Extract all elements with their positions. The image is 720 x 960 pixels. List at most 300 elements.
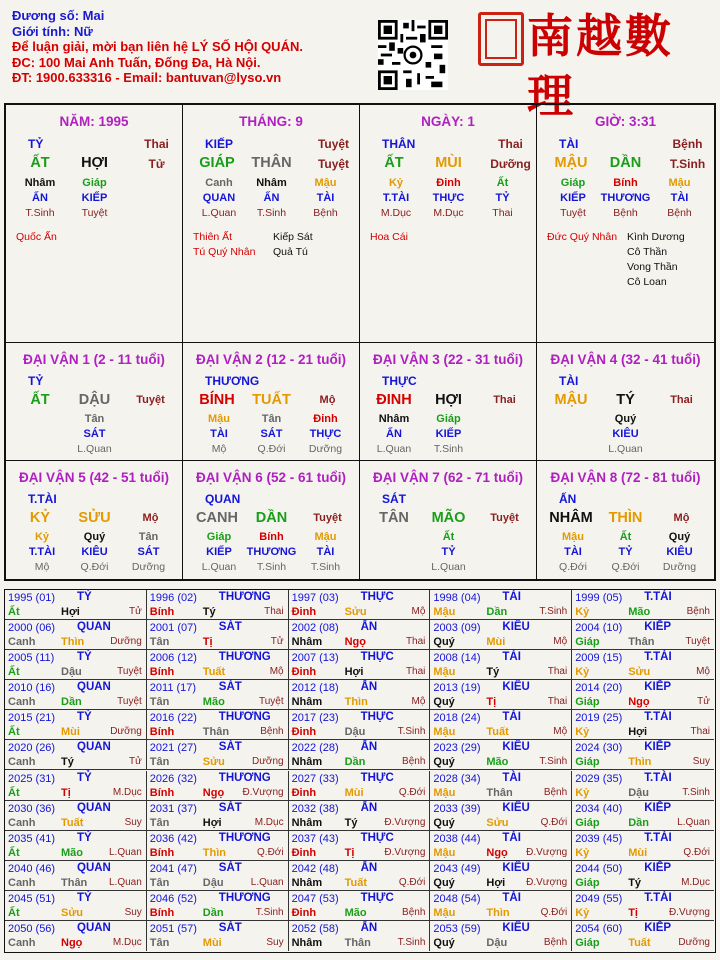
hidden-ten-god: KIẾP	[560, 192, 586, 204]
year-label: 2052 (58)	[291, 922, 339, 935]
luck-ten-god: QUAN	[205, 492, 241, 506]
year-stem: Đinh	[291, 666, 317, 679]
shensha-item: Cô Thần	[627, 246, 668, 258]
year-label: 2050 (56)	[8, 922, 56, 935]
hidden-stage: Bệnh	[313, 207, 338, 219]
hidden-stage: Dưỡng	[308, 443, 343, 455]
year-stage: L.Quan	[108, 876, 142, 888]
year-label: 2024 (30)	[575, 742, 623, 755]
hidden-stage: Tuyệt	[81, 207, 108, 219]
hidden-stem: Đinh	[436, 177, 461, 189]
luck-ten-god: T.TÀI	[28, 492, 57, 506]
year-ten-god: KIÊU	[502, 801, 530, 814]
hidden-stage: Mộ	[211, 443, 227, 455]
hidden-stem: Mậu	[668, 177, 691, 189]
hidden-stem: Quý	[614, 413, 637, 425]
year-label: 2028 (34)	[433, 772, 481, 785]
luck-title: ĐẠI VẬN 8 (72 - 81 tuổi)	[550, 470, 701, 485]
luck-title: ĐẠI VẬN 6 (52 - 61 tuổi)	[195, 470, 347, 485]
year-ten-god: THỰC	[360, 831, 394, 844]
year-label: 2047 (53)	[291, 892, 339, 905]
year-label: 2002 (08)	[291, 622, 339, 635]
luck-pillar-cell	[360, 461, 537, 579]
year-stage: Đ.Vượng	[668, 906, 710, 918]
year-branch: Thân	[486, 786, 513, 799]
year-branch: Sửu	[486, 816, 509, 829]
pillar-title: NĂM: 1995	[59, 114, 129, 129]
year-branch: Sửu	[344, 606, 367, 618]
luck-pillar-cell	[537, 343, 714, 461]
heavenly-stem: KỶ	[29, 510, 51, 526]
year-stem: Nhâm	[291, 756, 323, 769]
year-branch: Tuất	[202, 666, 226, 679]
hidden-ten-god: THƯƠNG	[600, 192, 651, 204]
year-stage: Tuyệt	[117, 696, 142, 708]
year-ten-god: T.TÀI	[644, 711, 672, 724]
year-ten-god: ẤN	[360, 741, 378, 754]
annual-luck-cell	[572, 740, 714, 770]
shensha-item: Quốc Ấn	[16, 231, 57, 243]
hidden-stem: Ất	[496, 177, 509, 189]
year-stem: Ất	[8, 726, 20, 739]
year-label: 2010 (16)	[8, 682, 56, 695]
year-branch: Hợi	[628, 726, 648, 739]
year-label: 2005 (11)	[8, 652, 55, 665]
year-stage: Mộ	[553, 636, 568, 648]
year-ten-god: TÀI	[502, 891, 521, 904]
year-stem: Tân	[149, 696, 170, 709]
annual-luck-cell	[5, 680, 147, 710]
year-branch: Dần	[628, 816, 649, 829]
year-ten-god: TÀI	[502, 591, 521, 603]
hidden-stem: Kỷ	[34, 531, 50, 543]
year-branch: Tị	[486, 696, 497, 709]
four-pillars-chart	[4, 103, 716, 581]
year-stem: Ất	[8, 786, 20, 799]
year-stage: Tử	[128, 606, 142, 617]
hidden-stage: L.Quan	[431, 561, 466, 573]
year-stem: Mậu	[433, 726, 456, 739]
year-stage: M.Dục	[112, 786, 142, 798]
year-branch: Dậu	[486, 936, 508, 949]
hidden-stem: Nhâm	[24, 177, 56, 189]
year-label: 2007 (13)	[291, 652, 339, 665]
hidden-stage: M.Dục	[433, 207, 464, 219]
annual-luck-cell	[5, 861, 147, 891]
hidden-ten-god: THƯƠNG	[246, 546, 297, 558]
hidden-stage: Dưỡng	[662, 561, 697, 573]
year-ten-god: TÀI	[502, 711, 521, 724]
hidden-ten-god: TÀI	[316, 546, 335, 558]
year-stage: Q.Đới	[683, 846, 710, 858]
luck-pillar-cell	[183, 461, 360, 579]
year-stem: Ất	[8, 906, 20, 919]
pillar-title: NGÀY: 1	[421, 114, 475, 129]
year-stem: Kỷ	[575, 906, 590, 919]
hidden-ten-god: TÀI	[316, 192, 335, 204]
year-branch: Dần	[61, 696, 82, 709]
hidden-stage: Bệnh	[667, 207, 692, 219]
year-stem: Mậu	[433, 786, 456, 799]
year-label: 2037 (43)	[291, 832, 339, 845]
year-label: 2019 (25)	[575, 712, 623, 725]
year-branch: Tuất	[486, 726, 509, 739]
year-stem: Kỷ	[575, 846, 590, 859]
annual-luck-cell	[5, 620, 147, 650]
earthly-branch: MÃO	[431, 510, 466, 526]
annual-luck-table	[4, 589, 716, 953]
year-branch: Tị	[61, 786, 71, 799]
earthly-branch: TUẤT	[252, 392, 291, 408]
growth-stage: Tuyệt	[136, 394, 165, 406]
growth-stage: Dưỡng	[490, 157, 531, 171]
year-label: 2009 (15)	[575, 652, 623, 665]
year-stem: Nhâm	[291, 816, 323, 829]
annual-luck-cell	[5, 740, 147, 770]
year-stage: Q.Đới	[398, 786, 426, 798]
hidden-ten-god: KIÊU	[612, 428, 639, 440]
pillar-cell	[537, 105, 714, 343]
year-label: 2029 (35)	[575, 772, 623, 785]
year-branch: Thìn	[61, 636, 85, 649]
luck-title: ĐẠI VẬN 1 (2 - 11 tuổi)	[23, 352, 165, 367]
year-stem: Đinh	[291, 906, 317, 919]
year-stage: Đ.Vượng	[526, 876, 568, 888]
annual-luck-cell	[430, 891, 572, 921]
year-label: 2054 (60)	[575, 922, 623, 935]
year-ten-god: T.TÀI	[644, 891, 672, 904]
year-branch: Dậu	[61, 666, 82, 679]
hidden-ten-god: KIÊU	[81, 546, 108, 558]
year-stem: Kỷ	[575, 726, 590, 739]
annual-luck-cell	[5, 921, 147, 951]
year-branch: Mùi	[628, 846, 648, 859]
hidden-stem: Bính	[259, 531, 284, 543]
year-label: 2048 (54)	[433, 892, 481, 905]
year-stem: Quý	[433, 636, 455, 649]
pillar-star: Thai	[498, 137, 523, 151]
year-ten-god: THƯƠNG	[218, 651, 271, 664]
luck-ten-god: SÁT	[382, 492, 406, 506]
annual-luck-cell	[289, 650, 431, 680]
pillar-cell	[183, 105, 360, 343]
contact-line-1: Để luận giải, mời bạn liên hệ LÝ SỐ HỘI QUÁN.	[12, 39, 303, 54]
hidden-stage: Q.Đới	[257, 443, 286, 455]
year-stage: Suy	[124, 816, 142, 828]
year-stem: Giáp	[575, 696, 600, 709]
year-label: 2022 (28)	[291, 742, 339, 755]
hidden-stem: Mậu	[314, 531, 337, 543]
annual-luck-cell	[572, 861, 714, 891]
luck-title: ĐẠI VẬN 4 (32 - 41 tuổi)	[550, 352, 701, 367]
year-branch: Mão	[202, 696, 225, 709]
year-stem: Quý	[433, 816, 455, 829]
year-stage: Đ.Vượng	[384, 816, 426, 828]
annual-luck-cell	[430, 771, 572, 801]
shensha-item: Quả Tú	[273, 246, 308, 258]
annual-luck-cell	[572, 590, 714, 620]
luck-pillar-cell	[6, 343, 183, 461]
hidden-stem: Tân	[84, 413, 105, 425]
year-stem: Kỷ	[575, 666, 590, 679]
year-label: 2051 (57)	[149, 922, 197, 935]
year-branch: Mùi	[486, 636, 506, 649]
hidden-ten-god: THỰC	[432, 192, 465, 204]
year-branch: Sửu	[202, 756, 225, 769]
annual-luck-cell	[289, 771, 431, 801]
hidden-ten-god: TỶ	[441, 546, 456, 558]
year-label: 2001 (07)	[149, 622, 197, 635]
year-branch: Mão	[628, 606, 651, 618]
hidden-stem: Tân	[138, 531, 159, 543]
growth-stage: Thai	[493, 394, 516, 406]
pillar-ten-god: TÀI	[559, 137, 579, 151]
year-label: 2003 (09)	[433, 622, 481, 635]
year-stage: Thai	[264, 606, 284, 617]
year-stem: Tân	[149, 936, 170, 949]
luck-ten-god: TÀI	[559, 374, 579, 388]
year-ten-god: THƯƠNG	[218, 711, 271, 724]
year-stem: Nhâm	[291, 696, 323, 709]
year-stem: Giáp	[575, 816, 600, 829]
growth-stage: Tuyệt	[317, 157, 350, 171]
year-stem: Kỷ	[575, 606, 590, 618]
pillar-ten-god: TỶ	[28, 137, 44, 151]
year-stage: Q.Đới	[398, 876, 426, 888]
annual-luck-cell	[147, 650, 289, 680]
year-ten-god: KIẾP	[644, 741, 672, 754]
annual-luck-cell	[572, 680, 714, 710]
year-label: 2026 (32)	[149, 772, 197, 785]
annual-luck-cell	[430, 710, 572, 740]
year-stage: Suy	[692, 756, 710, 768]
annual-luck-cell	[430, 650, 572, 680]
hidden-stem: Kỷ	[388, 177, 404, 189]
year-ten-god: THƯƠNG	[218, 891, 271, 904]
annual-luck-cell	[147, 590, 289, 620]
year-branch: Ngọ	[344, 636, 366, 649]
hidden-stem: Đinh	[313, 413, 338, 425]
annual-luck-cell	[5, 650, 147, 680]
year-ten-god: QUAN	[77, 861, 111, 874]
hidden-stage: L.Quan	[376, 443, 412, 455]
annual-luck-cell	[5, 771, 147, 801]
year-branch: Tý	[628, 876, 642, 889]
year-ten-god: TỶ	[77, 591, 92, 603]
year-ten-god: ẤN	[360, 861, 378, 874]
year-label: 2027 (33)	[291, 772, 339, 785]
pillar-ten-god: THÂN	[382, 137, 416, 151]
luck-title: ĐẠI VẬN 2 (12 - 21 tuổi)	[195, 352, 347, 367]
hidden-stage: Q.Đới	[559, 561, 587, 573]
hidden-stem: Quý	[668, 531, 691, 543]
hidden-stem: Mậu	[208, 413, 230, 425]
earthly-branch: HỢI	[81, 155, 108, 171]
year-ten-god: ẤN	[360, 621, 378, 634]
earthly-branch: HỢI	[435, 392, 462, 408]
annual-luck-cell	[430, 620, 572, 650]
year-branch: Hợi	[344, 666, 364, 679]
heavenly-stem: ẤT	[384, 155, 404, 171]
luck-ten-god: THƯƠNG	[205, 374, 260, 388]
luck-ten-god: ẤN	[559, 492, 577, 506]
heavenly-stem: BÍNH	[199, 392, 235, 408]
year-label: 2041 (47)	[149, 862, 197, 875]
annual-luck-cell	[147, 680, 289, 710]
year-stem: Đinh	[291, 786, 317, 799]
year-ten-god: TỶ	[77, 711, 92, 724]
year-stage: Mộ	[411, 696, 426, 708]
growth-stage: Mộ	[319, 394, 336, 406]
year-ten-god: KIẾP	[644, 921, 672, 934]
luck-ten-god: TỶ	[28, 374, 44, 388]
year-stage: Đ.Vượng	[384, 846, 426, 858]
year-stem: Tân	[149, 816, 170, 829]
year-branch: Dần	[486, 606, 508, 618]
year-stem: Quý	[433, 936, 455, 949]
year-stage: Bệnh	[402, 756, 426, 768]
year-stem: Bính	[149, 846, 175, 859]
hidden-stage: L.Quan	[201, 207, 237, 219]
year-label: 2008 (14)	[433, 652, 481, 665]
luck-title: ĐẠI VẬN 7 (62 - 71 tuổi)	[372, 470, 524, 485]
year-label: 2035 (41)	[8, 832, 56, 845]
annual-luck-cell	[147, 740, 289, 770]
year-ten-god: SÁT	[218, 921, 242, 934]
year-stem: Ất	[8, 606, 20, 618]
year-stem: Bính	[149, 606, 175, 618]
heavenly-stem: ĐINH	[376, 392, 412, 408]
year-ten-god: TỶ	[77, 651, 92, 664]
year-label: 1996 (02)	[149, 592, 197, 604]
growth-stage: Thai	[670, 394, 693, 406]
year-stage: Bệnh	[686, 606, 710, 617]
year-stage: Thai	[547, 666, 568, 678]
year-stage: Dưỡng	[678, 936, 710, 948]
annual-luck-cell	[572, 921, 714, 951]
year-stage: T.Sinh	[397, 726, 426, 738]
year-stem: Mậu	[433, 906, 456, 919]
year-stem: Canh	[8, 816, 36, 829]
annual-luck-cell	[289, 831, 431, 861]
shensha-item: Đức Quý Nhân	[547, 231, 618, 243]
heavenly-stem: ẤT	[30, 155, 50, 171]
year-ten-god: QUAN	[77, 681, 111, 694]
year-branch: Dần	[344, 756, 366, 769]
year-label: 2032 (38)	[291, 802, 339, 815]
year-ten-god: TÀI	[502, 831, 521, 844]
annual-luck-cell	[5, 710, 147, 740]
year-stem: Canh	[8, 876, 36, 889]
heavenly-stem: NHÂM	[549, 510, 593, 526]
year-stage: T.Sinh	[255, 906, 284, 918]
earthly-branch: DẦN	[609, 155, 642, 171]
year-ten-god: SÁT	[218, 801, 242, 814]
year-label: 1999 (05)	[575, 592, 623, 604]
hidden-stage: Thai	[492, 207, 513, 219]
hidden-stage: T.Sinh	[433, 443, 464, 455]
year-stage: Đ.Vượng	[242, 786, 284, 798]
year-label: 2038 (44)	[433, 832, 481, 845]
year-label: 2016 (22)	[149, 712, 197, 725]
year-ten-god: SÁT	[218, 621, 242, 634]
year-ten-god: T.TÀI	[644, 591, 672, 603]
year-stage: Suy	[124, 906, 142, 918]
year-ten-god: TỶ	[77, 891, 92, 904]
annual-luck-cell	[289, 861, 431, 891]
year-branch: Mùi	[61, 726, 80, 739]
year-stage: M.Dục	[681, 876, 710, 888]
growth-stage: Tuyệt	[313, 512, 342, 524]
year-label: 1998 (04)	[433, 592, 481, 604]
year-stem: Nhâm	[291, 936, 323, 949]
hidden-ten-god: T.TÀI	[28, 546, 56, 558]
year-ten-god: SÁT	[218, 861, 242, 874]
year-ten-god: KIẾP	[644, 681, 672, 694]
year-label: 1995 (01)	[8, 592, 56, 604]
hidden-stage: T.Sinh	[310, 561, 341, 573]
year-ten-god: SÁT	[218, 681, 242, 694]
year-stage: Dưỡng	[251, 756, 284, 768]
year-branch: Ngọ	[202, 786, 225, 799]
year-ten-god: SÁT	[218, 741, 242, 754]
shensha-item: Vong Thần	[627, 261, 678, 273]
hidden-stage: T.Sinh	[256, 561, 287, 573]
year-stem: Mậu	[433, 666, 456, 679]
hidden-stage: T.Sinh	[256, 207, 287, 219]
hidden-stem: Mậu	[314, 177, 337, 189]
hidden-ten-god: KIẾP	[206, 546, 232, 558]
annual-luck-cell	[572, 831, 714, 861]
year-ten-god: THỰC	[360, 591, 394, 603]
year-ten-god: KIẾP	[644, 801, 672, 814]
year-ten-god: KIẾP	[644, 861, 672, 874]
pillar-star: Thai	[144, 137, 169, 151]
shensha-item: Kình Dương	[627, 231, 685, 243]
annual-luck-cell	[147, 620, 289, 650]
year-stem: Canh	[8, 696, 36, 709]
year-branch: Tuất	[628, 936, 651, 949]
shensha-item: Cô Loan	[627, 276, 667, 288]
hidden-ten-god: KIẾP	[435, 428, 462, 440]
hidden-stage: Q.Đới	[611, 561, 640, 573]
earthly-branch: THÌN	[608, 510, 643, 526]
year-branch: Mão	[486, 756, 509, 769]
luck-title: ĐẠI VẬN 5 (42 - 51 tuổi)	[18, 470, 170, 485]
hidden-stem: Ất	[442, 531, 455, 543]
hidden-stage: L.Quan	[608, 443, 643, 455]
year-branch: Thìn	[628, 756, 652, 769]
year-branch: Tị	[628, 906, 638, 919]
earthly-branch: DẦN	[255, 510, 288, 526]
year-stage: Bệnh	[402, 906, 426, 918]
annual-luck-cell	[147, 921, 289, 951]
year-label: 2031 (37)	[149, 802, 197, 815]
year-branch: Ngọ	[486, 846, 508, 859]
pillar-title: THÁNG: 9	[239, 114, 303, 129]
year-ten-god: THƯƠNG	[218, 831, 271, 844]
year-branch: Mùi	[202, 936, 222, 949]
hidden-stage: Mộ	[34, 561, 50, 573]
annual-luck-cell	[5, 831, 147, 861]
contact-line-3: ĐT: 1900.633316 - Email: bantuvan@lyso.vn	[12, 70, 282, 85]
contact-line-2: ĐC: 100 Mai Anh Tuấn, Đống Đa, Hà Nội.	[12, 54, 261, 70]
year-branch: Mùi	[344, 786, 364, 799]
year-stage: Tử	[128, 756, 142, 768]
hidden-stem: Giáp	[206, 531, 232, 543]
annual-luck-cell	[572, 801, 714, 831]
year-branch: Tý	[486, 666, 500, 679]
